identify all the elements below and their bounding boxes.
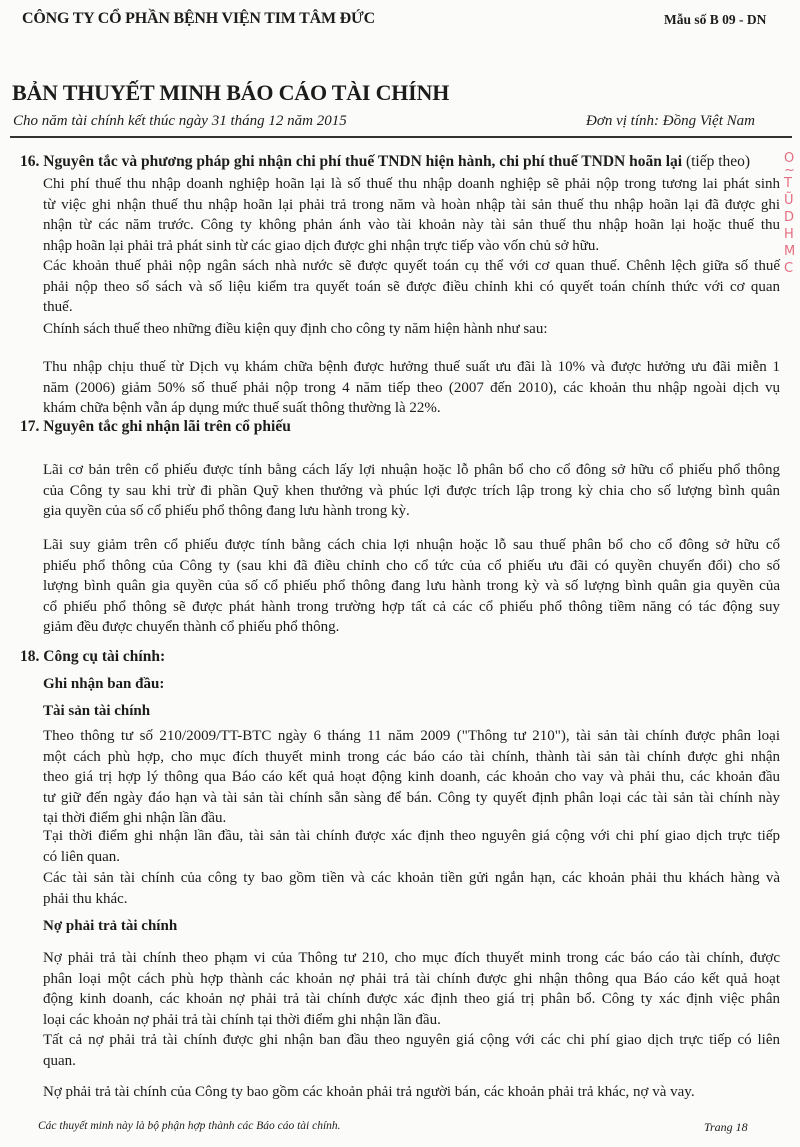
section-16-heading bbox=[20, 153, 750, 171]
company-name: CÔNG TY CỔ PHẦN BỆNH VIỆN TIM TÂM ĐỨC bbox=[22, 10, 375, 27]
paragraph-line: Lãi suy giảm trên cổ phiếu được tính bằng cách chia lợi nhuận hoặc lỗ sau thuế phân bổ cho cổ đông sở hữu cổ bbox=[43, 537, 780, 553]
paragraph-line: Nợ phải trả tài chính của Công ty bao gồm các khoản phải trả người bán, các khoản phải trả khác, nợ và vay. bbox=[43, 1084, 695, 1100]
currency-unit: Đơn vị tính: Đồng Việt Nam bbox=[586, 113, 755, 129]
paragraph-line: phiếu phổ thông của Công ty (sau khi đã điều chỉnh cho cổ tức của cổ phiếu ưu đãi có quyền chuyển đổi) cho số bbox=[43, 557, 780, 574]
stamp-letter: ~ bbox=[784, 163, 795, 178]
form-number: Mẫu số B 09 - DN bbox=[664, 12, 767, 27]
stamp-fragment bbox=[784, 150, 800, 277]
paragraph-line: có liên quan. bbox=[43, 848, 121, 865]
paragraph-line: năm (2006) giảm 50% số thuế phải nộp trong 4 năm tiếp theo (2007 đến 2010), các khoản thu nhập ngoài dịch vụ bbox=[43, 379, 780, 396]
document-title: BẢN THUYẾT MINH BÁO CÁO TÀI CHÍNH bbox=[12, 80, 450, 105]
paragraph-line: Thu nhập chịu thuế từ Dịch vụ khám chữa bệnh được hưởng thuế suất ưu đãi là 10% và được hưởng ưu đãi miễn 1 bbox=[43, 359, 780, 375]
paragraph-line: lượng bình quân gia quyền của số cổ phiếu phổ thông đang lưu hành trong kỳ và số lượng bình quân gia quyền của bbox=[43, 578, 780, 594]
paragraph-line: phải thu khác. bbox=[43, 890, 128, 907]
paragraph-line: theo giá trị hợp lý thông qua Báo cáo kết quả hoạt động kinh doanh, các khoản cho vay và phải thu, các khoản đầu bbox=[43, 769, 780, 785]
stamp-letter: H bbox=[784, 227, 794, 242]
paragraph-line: Lãi cơ bản trên cổ phiếu được tính bằng cách lấy lợi nhuận hoặc lỗ phân bổ cho cổ đông sở hữu cổ phiếu phổ thông bbox=[43, 462, 780, 478]
paragraph-line: của Công ty sau khi trừ đi phần Quỹ khen thưởng và phúc lợi được trích lập trong kỳ chia cho số lượng bình quân bbox=[43, 482, 780, 499]
paragraph-line: giảm đều được chuyển thành cổ phiếu phổ thông. bbox=[43, 619, 340, 635]
stamp-letter: T bbox=[784, 176, 792, 191]
footer-note: Các thuyết minh này là bộ phận hợp thành các Báo cáo tài chính. bbox=[38, 1120, 341, 1132]
page-number: Trang 18 bbox=[704, 1120, 748, 1134]
paragraph-line: Các tài sản tài chính của công ty bao gồm tiền và các khoản tiền gửi ngắn hạn, các khoản phải thu khách hàng và bbox=[43, 870, 780, 886]
paragraph-line: từ việc ghi nhận thuế thu nhập hoãn lại phải trả trong năm và hoàn nhập tài sản thuế thu nhập hoãn lại đã được ghi bbox=[43, 196, 780, 213]
paragraph-line: một cách phù hợp, cho mục đích thuyết minh trong các báo cáo tài chính, thành tài sản tài chính được ghi nhận bbox=[43, 748, 780, 765]
paragraph-line: gia quyền của số cổ phiếu phổ thông đang lưu hành trong kỳ. bbox=[43, 503, 410, 519]
paragraph-line: Chi phí thuế thu nhập doanh nghiệp hoãn lại là số thuế thu nhập doanh nghiệp sẽ phải nộp trong tương lai phát sinh bbox=[43, 176, 780, 192]
stamp-letter: M bbox=[784, 244, 796, 259]
paragraph-line: Nợ phải trả tài chính theo phạm vi của Thông tư 210, cho mục đích thuyết minh trong các báo cáo tài chính, được bbox=[43, 950, 780, 966]
paragraph-line: cổ phiếu phổ thông sẽ được phát hành trong trường hợp tất cả các cổ phiếu phổ thông tiềm năng có tác động suy bbox=[43, 598, 780, 615]
paragraph-line: động kinh doanh, các khoản nợ phải trả tài chính được xác định theo giá trị phân bổ. Công ty xác định việc phân bbox=[43, 991, 780, 1007]
section-16-heading-text: 16. Nguyên tắc và phương pháp ghi nhận chi phí thuế TNDN hiện hành, chi phí thuế TNDN hoãn lại bbox=[20, 153, 683, 170]
reporting-period: Cho năm tài chính kết thúc ngày 31 tháng 12 năm 2015 bbox=[13, 113, 347, 129]
paragraph-line: tư giữ đến ngày đáo hạn và tài sản tài chính sẵn sàng để bán. Công ty quyết định phân loại các tài sản tài chính này bbox=[43, 789, 780, 806]
section-heading: 17. Nguyên tắc ghi nhận lãi trên cổ phiếu bbox=[20, 418, 291, 435]
paragraph-line: quan. bbox=[43, 1052, 76, 1069]
paragraph-line: phân loại một cách phù hợp thành các khoản nợ phải trả tài chính được ghi nhận thông qua Báo cáo kết quả hoạt bbox=[43, 970, 780, 987]
subsection-heading: Tài sản tài chính bbox=[43, 703, 151, 719]
paragraph-line: khám chữa bệnh vẫn áp dụng mức thuế suất thông thường là 22%. bbox=[43, 400, 441, 416]
paragraph-line: phải nộp theo sổ sách và số liệu kiểm tra quyết toán sẽ được điều chỉnh khi có quyết toán chính thức với cơ quan bbox=[43, 278, 780, 295]
stamp-letter: D bbox=[784, 210, 795, 225]
paragraph-line: Chính sách thuế theo những điều kiện quy định cho công ty năm hiện hành như sau: bbox=[43, 321, 548, 337]
paragraph-line: Theo thông tư số 210/2009/TT-BTC ngày 6 tháng 11 năm 2009 ("Thông tư 210"), tài sản tài chính được phân loại bbox=[43, 728, 780, 744]
section-16-continued: (tiếp theo) bbox=[685, 153, 751, 170]
paragraph-line: tại thời điểm ghi nhận lần đầu. bbox=[43, 810, 227, 826]
paragraph-line: Các khoản thuế phải nộp ngân sách nhà nước sẽ được quyết toán cụ thể với cơ quan thuế. Chênh lệch giữa số thuế bbox=[43, 258, 780, 274]
paragraph-line: loại các khoản nợ phải trả tài chính tại thời điểm ghi nhận lần đầu. bbox=[43, 1011, 441, 1028]
paragraph-line: Tại thời điểm ghi nhận lần đầu, tài sản tài chính được xác định theo nguyên giá cộng với chi phí giao dịch trực tiếp bbox=[43, 828, 780, 844]
stamp-letter: C bbox=[784, 261, 794, 276]
section-heading: 18. Công cụ tài chính: bbox=[20, 648, 166, 665]
stamp-letter: Ũ bbox=[784, 193, 794, 208]
subsection-heading: Nợ phải trả tài chính bbox=[43, 918, 178, 934]
paragraph-line: nhận từ các năm trước. Công ty không phản ánh vào tài khoản này tài sản thuế thu nhập hoãn lại hoặc thuế thu bbox=[43, 217, 780, 233]
header-rule bbox=[10, 136, 792, 138]
paragraph-line: thuế. bbox=[43, 299, 73, 315]
paragraph-line: Tất cả nợ phải trả tài chính được ghi nhận ban đầu theo nguyên giá cộng với các chi phí giao dịch trực tiếp có liên bbox=[43, 1032, 780, 1048]
stamp-letter: O bbox=[784, 151, 795, 166]
subsection-heading: Ghi nhận ban đầu: bbox=[43, 676, 165, 692]
paragraph-line: nhập hoãn lại phải trả phát sinh từ các giao dịch được ghi nhận trực tiếp vào vốn chủ sở hữu. bbox=[43, 237, 600, 254]
